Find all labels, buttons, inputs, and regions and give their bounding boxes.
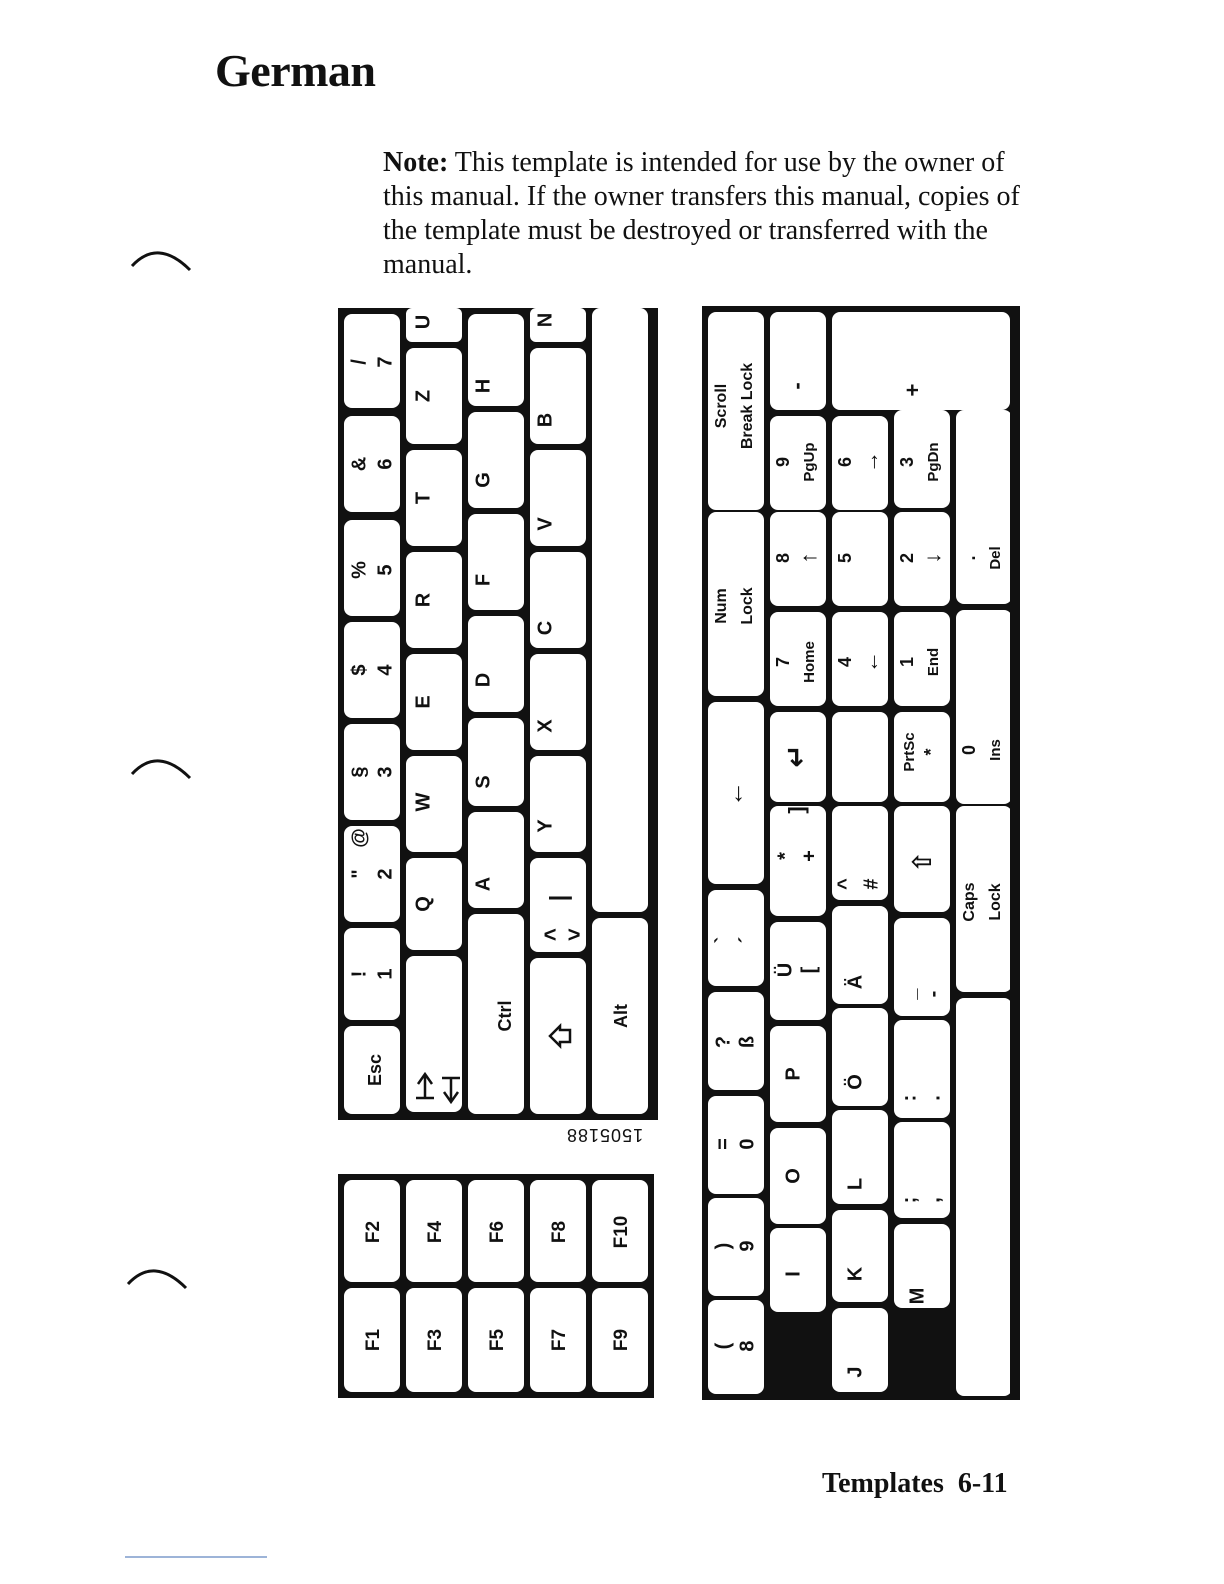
- key-symbol-label: [: [798, 966, 821, 974]
- binder-hole-arc: [128, 240, 194, 274]
- panel-edge: [1010, 306, 1020, 1400]
- key-symbol-label: ?: [712, 1035, 735, 1049]
- key-altgr-label: |: [545, 894, 573, 902]
- key-letter-label: U: [412, 314, 435, 330]
- page-footer: [822, 1468, 1008, 1500]
- key-label-num-lock: Lock: [739, 587, 757, 625]
- function-key-template: [338, 1174, 656, 1400]
- key-label-esc: Esc: [364, 1053, 385, 1087]
- numpad-function-label: PgUp: [800, 442, 818, 482]
- key-letter-label: F: [472, 573, 495, 587]
- key-cap: [956, 410, 1012, 604]
- numpad-digit-label: 3: [896, 456, 917, 468]
- key-letter-label: N: [534, 312, 557, 328]
- numpad-digit-label: 7: [772, 656, 793, 668]
- function-key-label: F4: [425, 1220, 447, 1244]
- numpad-digit-label: 2: [896, 552, 917, 564]
- key-digit-label: 3: [374, 766, 397, 778]
- key-letter-label: Ö: [844, 1074, 867, 1090]
- numpad-digit-label: 4: [834, 656, 855, 668]
- key-cap: [832, 1210, 888, 1302]
- key-symbol-label: :: [898, 1094, 921, 1102]
- key-label-caps-lock: Caps: [961, 882, 979, 922]
- key-letter-label: Q: [412, 896, 435, 912]
- key-symbol-label: ß: [736, 1035, 759, 1049]
- key-digit-label: 7: [374, 356, 397, 368]
- key-symbol-label: +: [798, 850, 821, 862]
- key-digit-label: 1: [374, 968, 397, 980]
- key-letter-label: Y: [534, 819, 557, 833]
- key-symbol-label: <: [543, 921, 557, 947]
- key-symbol-label: ;: [898, 1196, 921, 1204]
- numpad-digit-label: 9: [772, 456, 793, 468]
- bottom-letter-row: [530, 308, 586, 1114]
- key-cap: [956, 998, 1012, 1396]
- numpad-function-label: Home: [800, 641, 818, 683]
- key-letter-label: V: [534, 517, 557, 531]
- key-symbol-label: /: [348, 359, 371, 365]
- key-digit-label: 5: [374, 564, 397, 576]
- key-label-scroll-lock: Break Lock: [739, 362, 757, 450]
- key-label-plus: +: [899, 383, 925, 397]
- footer-section: Templates: [822, 1468, 944, 1499]
- key-letter-label: E: [412, 695, 435, 709]
- key-symbol-label: ": [348, 869, 371, 879]
- numpad-digit-label: .: [958, 555, 979, 561]
- numpad-function-label: Del: [986, 546, 1004, 570]
- key-symbol-label: >: [567, 921, 581, 947]
- numpad-digit-label: 1: [896, 656, 917, 668]
- key-cap: [894, 918, 950, 1016]
- numpad-function-label: Ins: [986, 739, 1004, 761]
- key-label-scroll-lock: Scroll: [713, 383, 731, 429]
- numpad-function-label: →: [857, 451, 883, 473]
- key-symbol-label: §: [348, 766, 371, 778]
- key-symbol-label: Ü: [774, 962, 797, 978]
- key-letter-label: D: [472, 672, 495, 688]
- key-cap: [894, 1020, 950, 1118]
- key-symbol-label: `: [712, 936, 735, 944]
- numpad-function-label: ↑: [795, 552, 821, 564]
- key-symbol-label: _: [898, 988, 921, 1000]
- key-letter-label: P: [782, 1067, 805, 1081]
- key-altgr-label: ]: [783, 806, 809, 814]
- key-digit-label: 6: [374, 458, 397, 470]
- key-symbol-label: ´: [736, 936, 759, 944]
- key-symbol-label: ): [712, 1242, 735, 1250]
- function-key-label: F9: [611, 1328, 633, 1352]
- shift-icon: ⇧: [906, 851, 937, 873]
- key-symbol-label: ,: [922, 1197, 945, 1203]
- numpad-function-label: ←: [857, 651, 883, 673]
- key-letter-label: B: [534, 412, 557, 428]
- footer-page-number: 6-11: [957, 1468, 1008, 1499]
- key-symbol-label: &: [348, 456, 371, 472]
- key-letter-label: L: [844, 1177, 867, 1191]
- key-symbol-label: (: [712, 1342, 735, 1350]
- key-symbol-label: -: [922, 990, 945, 998]
- page-edge-rule: [125, 1556, 267, 1558]
- key-letter-label: T: [412, 491, 435, 505]
- key-letter-label: M: [906, 1287, 929, 1305]
- key-label-num-lock: Num: [713, 588, 731, 624]
- function-key-label: F2: [363, 1220, 385, 1244]
- key-label-alt: Alt: [610, 1004, 631, 1028]
- key-symbol-label: =: [712, 1138, 735, 1150]
- numpad-digit-label: 5: [834, 552, 855, 564]
- key-letter-label: W: [412, 792, 435, 812]
- binder-hole-arc: [128, 748, 194, 782]
- key-digit-label: 4: [374, 664, 397, 676]
- function-key-label: F7: [549, 1328, 571, 1352]
- note-paragraph: [383, 146, 1033, 282]
- key-letter-label: G: [472, 472, 495, 488]
- key-symbol-label: 0: [736, 1138, 759, 1150]
- key-letter-label: S: [472, 775, 495, 789]
- key-cap: [770, 312, 826, 410]
- key-symbol-label: ^: [834, 878, 857, 890]
- key-letter-label: J: [844, 1366, 867, 1378]
- key-letter-label: I: [782, 1271, 805, 1277]
- key-letter-label: O: [782, 1168, 805, 1184]
- key-letter-label: K: [844, 1266, 867, 1282]
- key-symbol-label: #: [860, 878, 883, 890]
- function-key-label: F1: [363, 1328, 385, 1352]
- binder-hole-arc: [124, 1258, 190, 1292]
- numpad-digit-label: 6: [834, 456, 855, 468]
- key-label-caps-lock: Lock: [987, 883, 1005, 921]
- key-symbol-label: 8: [736, 1340, 759, 1352]
- numpad-function-label: PgDn: [924, 442, 942, 482]
- numpad-function-label: End: [924, 647, 942, 677]
- key-cap: [832, 1008, 888, 1106]
- qwertz-row: [406, 308, 462, 1112]
- key-letter-label: H: [472, 378, 495, 394]
- key-label-prtsc: PrtSc: [900, 732, 918, 772]
- key-letter-label: X: [534, 719, 557, 733]
- key-cap: [770, 1228, 826, 1312]
- enter-icon: ↵: [780, 744, 812, 768]
- function-key-label: F5: [487, 1328, 509, 1352]
- key-letter-label: C: [534, 620, 557, 636]
- space-row: [592, 308, 658, 1120]
- numpad-digit-label: 8: [772, 552, 793, 564]
- key-symbol-label: .: [922, 1095, 945, 1101]
- number-row: [344, 314, 400, 1114]
- key-altgr-label: @: [348, 828, 371, 848]
- key-label-prtsc: *: [920, 748, 941, 756]
- backspace-arrow-icon: ←: [718, 781, 749, 807]
- key-cap: [832, 1308, 888, 1392]
- key-cap: [956, 610, 1012, 804]
- key-label-minus: -: [783, 382, 809, 390]
- key-letter-label: A: [472, 876, 495, 892]
- key-label-ctrl: Ctrl: [494, 1000, 515, 1032]
- numpad-function-label: ↓: [919, 552, 945, 564]
- key-symbol-label: $: [348, 664, 371, 676]
- right-keyboard-template: [702, 306, 1020, 1402]
- function-key-label: F3: [425, 1328, 447, 1352]
- key-letter-label: Ä: [844, 974, 867, 990]
- note-label: Note:: [383, 147, 449, 178]
- key-symbol-label: !: [348, 970, 371, 978]
- function-key-label: F10: [611, 1215, 633, 1249]
- key-symbol-label: %: [348, 561, 371, 579]
- function-key-label: F8: [549, 1220, 571, 1244]
- function-key-label: F6: [487, 1220, 509, 1244]
- key-letter-label: Z: [412, 389, 435, 403]
- part-number: 1505188: [566, 1125, 644, 1145]
- main-keyboard-template: [338, 308, 662, 1122]
- key-letter-label: R: [412, 592, 435, 608]
- key-digit-label: 2: [374, 868, 397, 880]
- page-title: German: [215, 45, 376, 96]
- numpad-digit-label: 0: [958, 744, 979, 756]
- key-cap: [832, 712, 888, 802]
- key-symbol-label: 9: [736, 1240, 759, 1252]
- key-symbol-label: *: [774, 852, 797, 860]
- note-text: This template is intended for use by the owner of this manual. If the owner transfers this manual, copies of the template must be destroyed or transferred with the manual.: [383, 147, 1020, 280]
